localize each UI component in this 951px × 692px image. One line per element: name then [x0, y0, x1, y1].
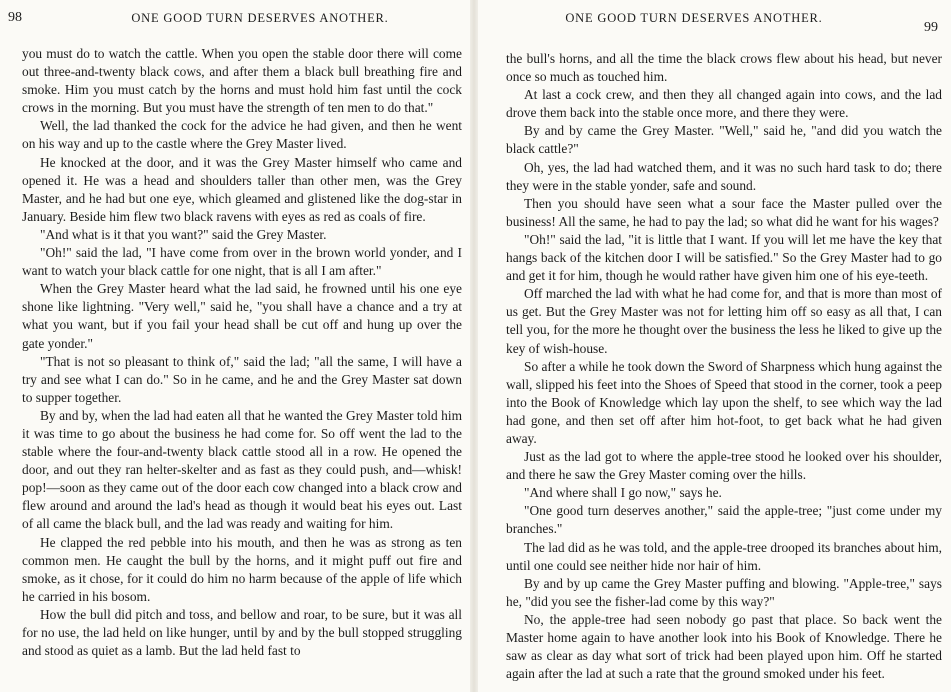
right-page	[478, 0, 951, 692]
page-number-right: 99	[924, 20, 938, 35]
left-page-body	[22, 45, 462, 660]
left-page	[0, 0, 470, 692]
running-head-right	[506, 10, 942, 38]
paragraph: the bull's horns, and all the time the black crows flew about his head, but never once so much as touched him.	[506, 51, 942, 85]
paragraph: Oh, yes, the lad had watched them, and it was no such hard task to do; there they were in the stable yonder, safe and sound.	[506, 159, 942, 193]
running-title-left: ONE GOOD TURN DESERVES ANOTHER.	[131, 11, 389, 25]
paragraph: Well, the lad thanked the cock for the advice he had given, and then he went on his way and up to the castle where the Grey Master lived.	[22, 118, 462, 152]
paragraph: He knocked at the door, and it was the Grey Master himself who came and opened it. He was a head and shoulders taller than other men, was the Grey Master, and he had but one eye, which gleamed and glistened like the dog-star in January. Beside him flew two black ravens with eyes as red as coals of fire.	[22, 154, 462, 224]
paragraph: Just as the lad got to where the apple-tree stood he looked over his shoulder, and there he saw the Grey Master coming over the hills.	[506, 449, 942, 483]
paragraph: By and by, when the lad had eaten all that he wanted the Grey Master told him it was time to go about the business he had come for. So off went the lad to the stable where the four-and-twenty black cattle stood all in a row. He opened the door, and out they ran helter-skelter and as fast as they could push, and—whisk! pop!—soon as they came out of the door each cow changed into a black crow and flew around and around the lad's head as though it would beat his eyes out. Last of all came the black bull, and the lad was ready and waiting for him.	[22, 407, 462, 532]
running-title-right: ONE GOOD TURN DESERVES ANOTHER.	[565, 11, 823, 25]
book-gutter	[470, 0, 478, 692]
paragraph: "And what is it that you want?" said the Grey Master.	[40, 226, 327, 242]
paragraph: By and by came the Grey Master. "Well," said he, "and did you watch the black cattle?"	[506, 123, 942, 157]
running-head-left	[8, 10, 462, 38]
paragraph: No, the apple-tree had seen nobody go past that place. So back went the Master home again to have another look into his Book of Knowledge. There he saw as clear as day what sort of trick had been played upon him. Off he started again after the lad at such a rate that the ground smoked under his feet.	[506, 611, 942, 682]
paragraph: When the Grey Master heard what the lad said, he frowned until his one eye shone like lightning. "Very well," said he, "you shall have a chance and a try at what you want, but if you fail your head shall be cut off and hung up over the gate yonder."	[22, 281, 462, 351]
paragraph: you must do to watch the cattle. When you open the stable door there will come out three-and-twenty black cows, and after them a black bull breathing fire and smoke. Him you must catch by the horns and must hold him fast until the cock crows in the morning. But you must have the strength of ten men to do that."	[22, 46, 462, 116]
paragraph: How the bull did pitch and toss, and bellow and roar, to be sure, but it was all for no use, the lad held on like hunger, until by and by the bull stopped struggling and stood as quiet as a lamb. But the lad held fast to	[22, 606, 462, 659]
paragraph: Then you should have seen what a sour face the Master pulled over the business! All the same, he had to pay the lad; so what did he want for his wages?	[506, 195, 942, 229]
page-number-left: 98	[8, 10, 22, 25]
paragraph: "And where shall I go now," says he.	[524, 485, 722, 501]
paragraph: "One good turn deserves another," said the apple-tree; "just come under my branches."	[506, 503, 942, 537]
paragraph: "That is not so pleasant to think of," said the lad; "all the same, I will have a try and see what I can do." So in he came, and he and the Grey Master sat down to supper together.	[22, 353, 462, 405]
paragraph: At last a cock crew, and then they all changed again into cows, and the lad drove them back into the stable once more, and there they were.	[506, 87, 942, 121]
paragraph: The lad did as he was told, and the apple-tree drooped its branches about him, until one could see neither hide nor hair of him.	[506, 539, 942, 573]
paragraph: "Oh!" said the lad, "it is little that I want. If you will let me have the key that hangs back of the kitchen door I will be satisfied." So the Grey Master had to go and get it for him, though he would rather have given him one of his eye-teeth.	[506, 231, 942, 284]
right-page-body	[506, 50, 942, 683]
paragraph: "Oh!" said the lad, "I have come from over in the brown world yonder, and I want to watch your black cattle for one night, that is all I am after."	[22, 245, 462, 279]
paragraph: Off marched the lad with what he had come for, and that is more than most of us get. But the Grey Master was not for letting him off so easy as all that, I can tell you, for the more he thought over the business the less he liked to give up the key of wish-house.	[506, 286, 942, 356]
paragraph: He clapped the red pebble into his mouth, and then he was as strong as ten common men. He caught the bull by the horns, and it might puff out fire and smoke, as it chose, for it could do him no harm because of the apple of life which he carried in his bosom.	[22, 534, 462, 604]
paragraph: By and by up came the Grey Master puffing and blowing. "Apple-tree," says he, "did you see the fisher-lad come by this way?"	[506, 575, 942, 609]
paragraph: So after a while he took down the Sword of Sharpness which hung against the wall, slipped his feet into the Shoes of Speed that stood in the corner, took a peep into the Book of Knowledge which lay upon the shelf, to see which way the lad had gone, and then set off after him hot-foot, to get back what he had given away.	[506, 358, 943, 446]
